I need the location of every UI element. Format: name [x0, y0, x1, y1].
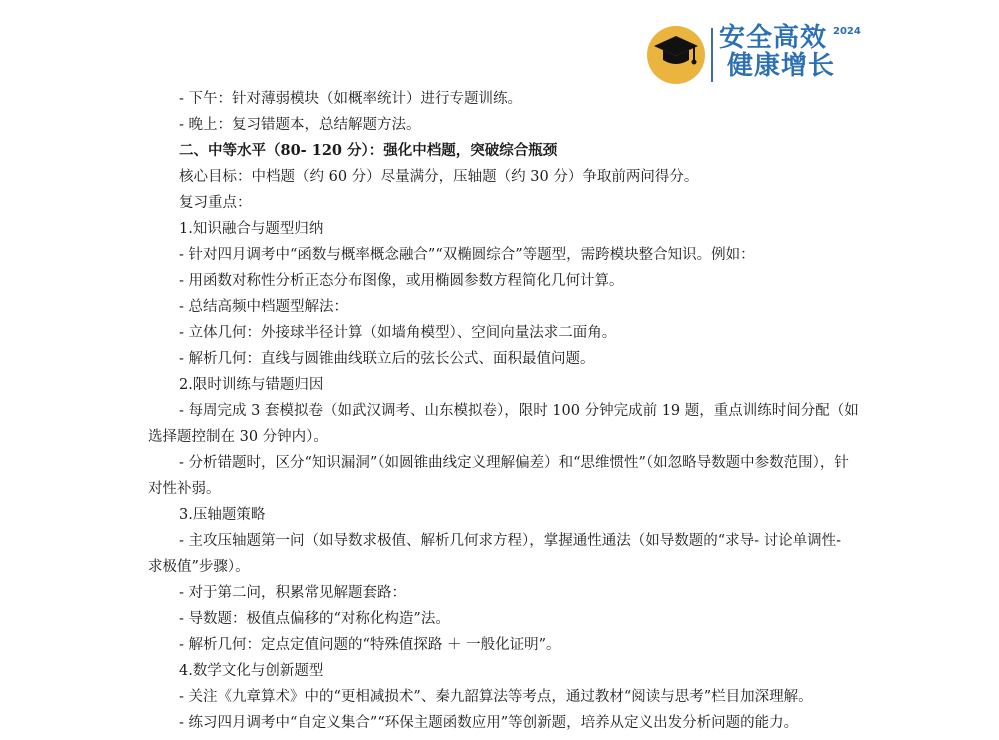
logo-divider: [711, 28, 713, 82]
paragraph: - 每周完成 3 套模拟卷（如武汉调考、山东模拟卷），限时 100 分钟完成前 19 题，重点训练时间分配（如选择题控制在 30 分钟内）。: [148, 403, 859, 445]
logo-slogan-line2: 健康增长: [727, 51, 836, 81]
logo-year: 2024: [833, 26, 861, 37]
paragraph: 核心目标：中档题（约 60 分）尽量满分，压轴题（约 30 分）争取前两问得分。: [179, 169, 699, 185]
paragraph: - 解析几何：直线与圆锥曲线联立后的弦长公式、面积最值问题。: [179, 351, 595, 367]
paragraph: - 立体几何：外接球半径计算（如墙角模型）、空间向量法求二面角。: [179, 325, 617, 341]
paragraph: - 用函数对称性分析正态分布图像，或用椭圆参数方程简化几何计算。: [179, 273, 624, 289]
paragraph: - 晚上：复习错题本，总结解题方法。: [179, 117, 421, 133]
paragraph: 3.压轴题策略: [179, 507, 266, 523]
graduation-cap-icon: [652, 34, 700, 74]
paragraph: - 导数题：极值点偏移的“对称化构造”法。: [179, 611, 450, 627]
paragraph: - 解析几何：定点定值问题的“特殊值探路 ＋ 一般化证明”。: [179, 637, 561, 653]
paragraph: - 针对四月调考中“函数与概率概念融合”“双椭圆综合”等题型，需跨模块整合知识。例如：: [179, 247, 755, 263]
paragraph: - 关注《九章算术》中的“更相减损术”、秦九韶算法等考点，通过教材“阅读与思考”栏目加深理解。: [179, 689, 813, 705]
paragraph: - 练习四月调考中“自定义集合”“环保主题函数应用”等创新题，培养从定义出发分析问题的能力。: [179, 715, 799, 731]
paragraph: 4.数学文化与创新题型: [179, 663, 324, 679]
paragraph: - 对于第二问，积累常见解题套路：: [179, 585, 407, 601]
paragraph: - 总结高频中档题型解法：: [179, 299, 349, 315]
paragraph: 1.知识融合与题型归纳: [179, 221, 324, 237]
paragraph: 复习重点：: [179, 195, 252, 211]
document-body: [148, 86, 860, 736]
paragraph: - 下午：针对薄弱模块（如概率统计）进行专题训练。: [179, 91, 523, 107]
logo-slogan-line1: 安全高效: [719, 23, 828, 53]
paragraph: - 分析错题时，区分“知识漏洞”（如圆锥曲线定义理解偏差）和“思维惯性”（如忽略导数题中参数范围），针对性补弱。: [148, 455, 849, 497]
brand-logo: [647, 22, 861, 84]
paragraph: - 主攻压轴题第一问（如导数求极值、解析几何求方程），掌握通性通法（如导数题的“求导- 讨论单调性- 求极值”步骤）。: [148, 533, 846, 575]
section-heading: 二、中等水平（80- 120 分）：强化中档题，突破综合瓶颈: [179, 142, 558, 159]
paragraph: 2.限时训练与错题归因: [179, 377, 324, 393]
logo-badge: [647, 26, 705, 84]
